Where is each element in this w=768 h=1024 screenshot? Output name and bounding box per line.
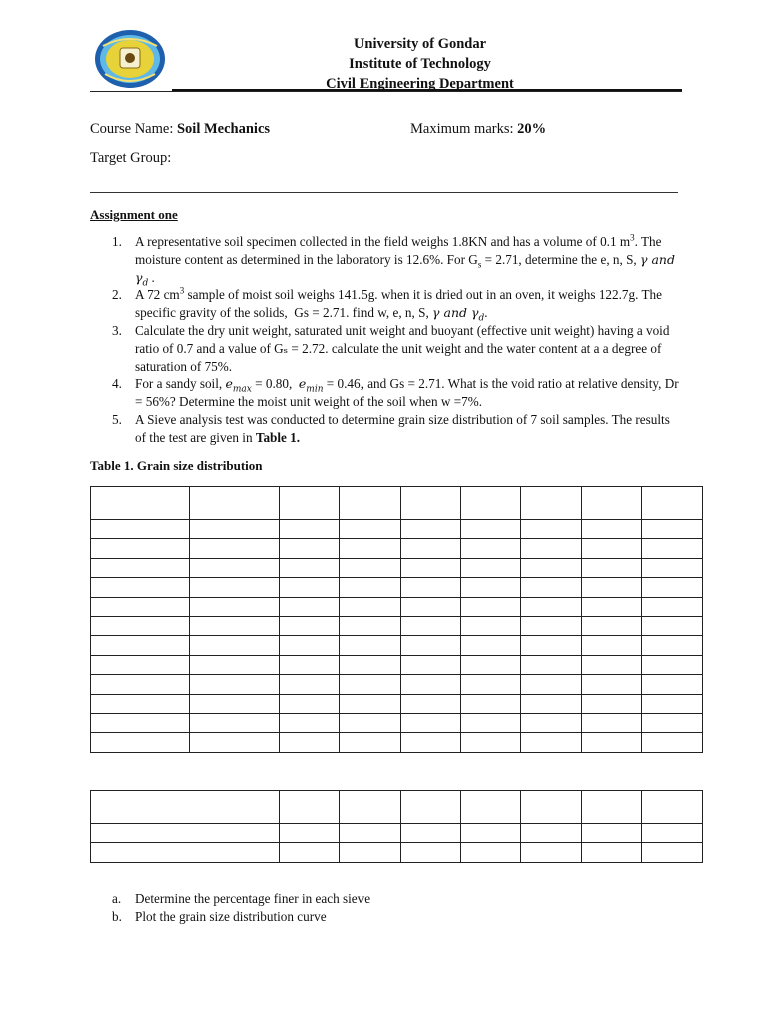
- table-cell: [642, 558, 703, 577]
- table-cell: [190, 636, 280, 655]
- sub-task-list: [112, 890, 370, 926]
- maximum-marks: [410, 121, 546, 138]
- table-cell: [91, 733, 190, 752]
- table-cell: [642, 636, 703, 655]
- table-cell: [461, 824, 521, 843]
- table-cell: [401, 694, 461, 713]
- table-cell: [401, 655, 461, 674]
- table-cell: [461, 487, 521, 520]
- table-cell: [461, 558, 521, 577]
- marks-value: 20%: [517, 121, 547, 137]
- table-cell: [582, 733, 642, 752]
- course-name: [90, 121, 270, 138]
- table-cell: [521, 694, 582, 713]
- table-row: [91, 713, 703, 732]
- table-cell: [190, 539, 280, 558]
- table-cell: [521, 578, 582, 597]
- assignment-title: Assignment one: [90, 207, 178, 222]
- table-cell: [280, 694, 340, 713]
- table-cell: [401, 843, 461, 862]
- table-cell: [521, 791, 582, 824]
- table-cell: [461, 539, 521, 558]
- document-header: [260, 34, 580, 94]
- table-cell: [461, 675, 521, 694]
- table-cell: [401, 616, 461, 635]
- table-cell: [280, 791, 340, 824]
- table-cell: [401, 597, 461, 616]
- table-cell: [642, 578, 703, 597]
- table-row: [91, 558, 703, 577]
- table-cell: [280, 578, 340, 597]
- table-cell: [340, 675, 401, 694]
- table-cell: [461, 520, 521, 539]
- table-cell: [340, 487, 401, 520]
- table-cell: [340, 713, 401, 732]
- table-row: [91, 578, 703, 597]
- table-cell: [582, 694, 642, 713]
- table-cell: [642, 520, 703, 539]
- table-cell: [190, 558, 280, 577]
- question-1: 1. A representative soil specimen collected in the field weighs 1.8KN and has a volume of 0.1 $m^3$. The moisture content as determined in the laboratory is 12.6%. For $G_s = 2.71$, determine the e, n, S, γ and $\gamma_d$ .: [112, 232, 675, 289]
- table-cell: [340, 636, 401, 655]
- table-cell: [582, 636, 642, 655]
- table-cell: [461, 733, 521, 752]
- target-group-blank-line: [90, 192, 678, 193]
- table-cell: [91, 675, 190, 694]
- table-cell: [190, 487, 280, 520]
- course-name-label: Course Name:: [90, 121, 177, 137]
- table-cell: [401, 487, 461, 520]
- table-row: [91, 520, 703, 539]
- table-cell: [190, 520, 280, 539]
- table-cell: [642, 791, 703, 824]
- table-cell: [190, 733, 280, 752]
- table-cell: [340, 578, 401, 597]
- table-cell: [642, 694, 703, 713]
- table-cell: [280, 520, 340, 539]
- table-row: [91, 843, 703, 862]
- table-cell: [340, 539, 401, 558]
- table-cell: [582, 578, 642, 597]
- table-cell: [190, 616, 280, 635]
- table-cell: [91, 824, 280, 843]
- table-cell: [642, 655, 703, 674]
- table-caption: Table 1. Grain size distribution: [90, 458, 263, 473]
- table-cell: [521, 487, 582, 520]
- table-row: [91, 824, 703, 843]
- table-cell: [401, 539, 461, 558]
- table-cell: [461, 597, 521, 616]
- table-cell: [642, 824, 703, 843]
- table-cell: [642, 539, 703, 558]
- table-cell: [91, 539, 190, 558]
- course-name-value: Soil Mechanics: [176, 121, 271, 137]
- table-cell: [190, 578, 280, 597]
- table-cell: [280, 539, 340, 558]
- table-cell: [521, 675, 582, 694]
- header-rule-thin: [90, 91, 682, 92]
- table-cell: [280, 655, 340, 674]
- table-cell: [582, 713, 642, 732]
- table-cell: [340, 558, 401, 577]
- table-cell: [280, 675, 340, 694]
- table-cell: [91, 791, 280, 824]
- grain-size-table: [90, 486, 703, 753]
- table-cell: [401, 675, 461, 694]
- table-cell: [521, 655, 582, 674]
- university-name: University of Gondar: [353, 36, 487, 52]
- table-cell: [340, 733, 401, 752]
- table-cell: [582, 616, 642, 635]
- table-cell: [521, 616, 582, 635]
- table-cell: [582, 791, 642, 824]
- table-cell: [461, 636, 521, 655]
- marks-label: Maximum marks:: [410, 121, 518, 137]
- table-cell: [401, 824, 461, 843]
- table-cell: [401, 733, 461, 752]
- table-cell: [461, 713, 521, 732]
- table-cell: [401, 713, 461, 732]
- table-cell: [461, 843, 521, 862]
- table-cell: [521, 520, 582, 539]
- table-cell: [521, 733, 582, 752]
- table-cell: [91, 578, 190, 597]
- table-cell: [582, 675, 642, 694]
- table-cell: [280, 616, 340, 635]
- table-cell: [280, 487, 340, 520]
- table-cell: [340, 694, 401, 713]
- department-name: Civil Engineering Department: [326, 76, 514, 92]
- table-cell: [582, 824, 642, 843]
- table-cell: [461, 791, 521, 824]
- table-row: [91, 694, 703, 713]
- table-cell: [190, 597, 280, 616]
- table-cell: [280, 713, 340, 732]
- table-cell: [521, 597, 582, 616]
- table-row: [91, 655, 703, 674]
- institute-name: Institute of Technology: [349, 56, 491, 72]
- summary-table: [90, 790, 703, 863]
- table-cell: [340, 597, 401, 616]
- table-cell: [340, 824, 401, 843]
- table-cell: [190, 675, 280, 694]
- table-cell: [401, 558, 461, 577]
- table-cell: [91, 487, 190, 520]
- table-cell: [401, 578, 461, 597]
- table-cell: [91, 558, 190, 577]
- table-cell: [461, 655, 521, 674]
- table-row: [91, 539, 703, 558]
- table-cell: [190, 694, 280, 713]
- table-cell: [91, 713, 190, 732]
- table-cell: [91, 616, 190, 635]
- table-cell: [521, 636, 582, 655]
- table-cell: [582, 487, 642, 520]
- table-cell: [642, 713, 703, 732]
- table-cell: [280, 733, 340, 752]
- table-cell: [91, 597, 190, 616]
- table-row: [91, 733, 703, 752]
- table-row: [91, 636, 703, 655]
- table-cell: [280, 597, 340, 616]
- table-cell: [461, 616, 521, 635]
- table-cell: [401, 791, 461, 824]
- table-cell: [461, 694, 521, 713]
- table-cell: [642, 487, 703, 520]
- table-cell: [280, 824, 340, 843]
- table-cell: [190, 713, 280, 732]
- table-row: [91, 791, 703, 824]
- table-cell: [582, 520, 642, 539]
- table-cell: [280, 843, 340, 862]
- table-cell: [91, 520, 190, 539]
- sub-task-b: b. Plot the grain size distribution curve: [112, 909, 327, 924]
- table-cell: [91, 636, 190, 655]
- table-cell: [91, 655, 190, 674]
- table-cell: [401, 520, 461, 539]
- table-cell: [461, 578, 521, 597]
- table-cell: [642, 843, 703, 862]
- table-cell: [280, 636, 340, 655]
- table-cell: [521, 843, 582, 862]
- table-row: [91, 487, 703, 520]
- table-cell: [340, 520, 401, 539]
- table-cell: [280, 558, 340, 577]
- university-logo: [93, 28, 167, 90]
- question-4: 4. For a sandy soil, $e_{max} = 0.80$, $e_{min} = 0.46$, and Gs = 2.71. What is the void ratio at relative density, Dr = 56%? Determine the moist unit weight of the soil when w =7%.: [112, 376, 679, 410]
- table-cell: [521, 558, 582, 577]
- table-row: [91, 675, 703, 694]
- table-cell: [642, 597, 703, 616]
- table-cell: [642, 675, 703, 694]
- table-cell: [521, 539, 582, 558]
- question-list: [90, 233, 680, 447]
- table-cell: [190, 655, 280, 674]
- table-cell: [91, 694, 190, 713]
- table-cell: [642, 733, 703, 752]
- question-2: 2. A 72 $cm^3$ sample of moist soil weighs 141.5g. when it is dried out in an oven, it weighs 122.7g. The specific gravity of the solids, Gs = 2.71. find w, e, n, S, γ and $\gamma_d$.: [112, 286, 662, 324]
- table-cell: [582, 843, 642, 862]
- table-cell: [582, 539, 642, 558]
- sub-task-a: a. Determine the percentage finer in each sieve: [112, 891, 371, 906]
- table-cell: [340, 616, 401, 635]
- question-3: 3. Calculate the dry unit weight, saturated unit weight and buoyant (effective unit weight) having a void ratio of 0.7 and a value of Gₛ = 2.72. calculate the unit weight and the water content at a a degree of saturation of 75%.: [112, 322, 670, 374]
- table-cell: [642, 616, 703, 635]
- table-cell: [521, 713, 582, 732]
- question-5: 5. A Sieve analysis test was conducted to determine grain size distribution of 7 soil samples. The results of the test are given in Table 1.: [112, 411, 670, 445]
- table-cell: [582, 558, 642, 577]
- table-cell: [91, 843, 280, 862]
- table-cell: [340, 655, 401, 674]
- table-cell: [340, 791, 401, 824]
- table-row: [91, 597, 703, 616]
- table-cell: [582, 655, 642, 674]
- target-group: Target Group:: [90, 150, 172, 166]
- table-row: [91, 616, 703, 635]
- table-cell: [582, 597, 642, 616]
- table-cell: [521, 824, 582, 843]
- table-cell: [401, 636, 461, 655]
- table-cell: [340, 843, 401, 862]
